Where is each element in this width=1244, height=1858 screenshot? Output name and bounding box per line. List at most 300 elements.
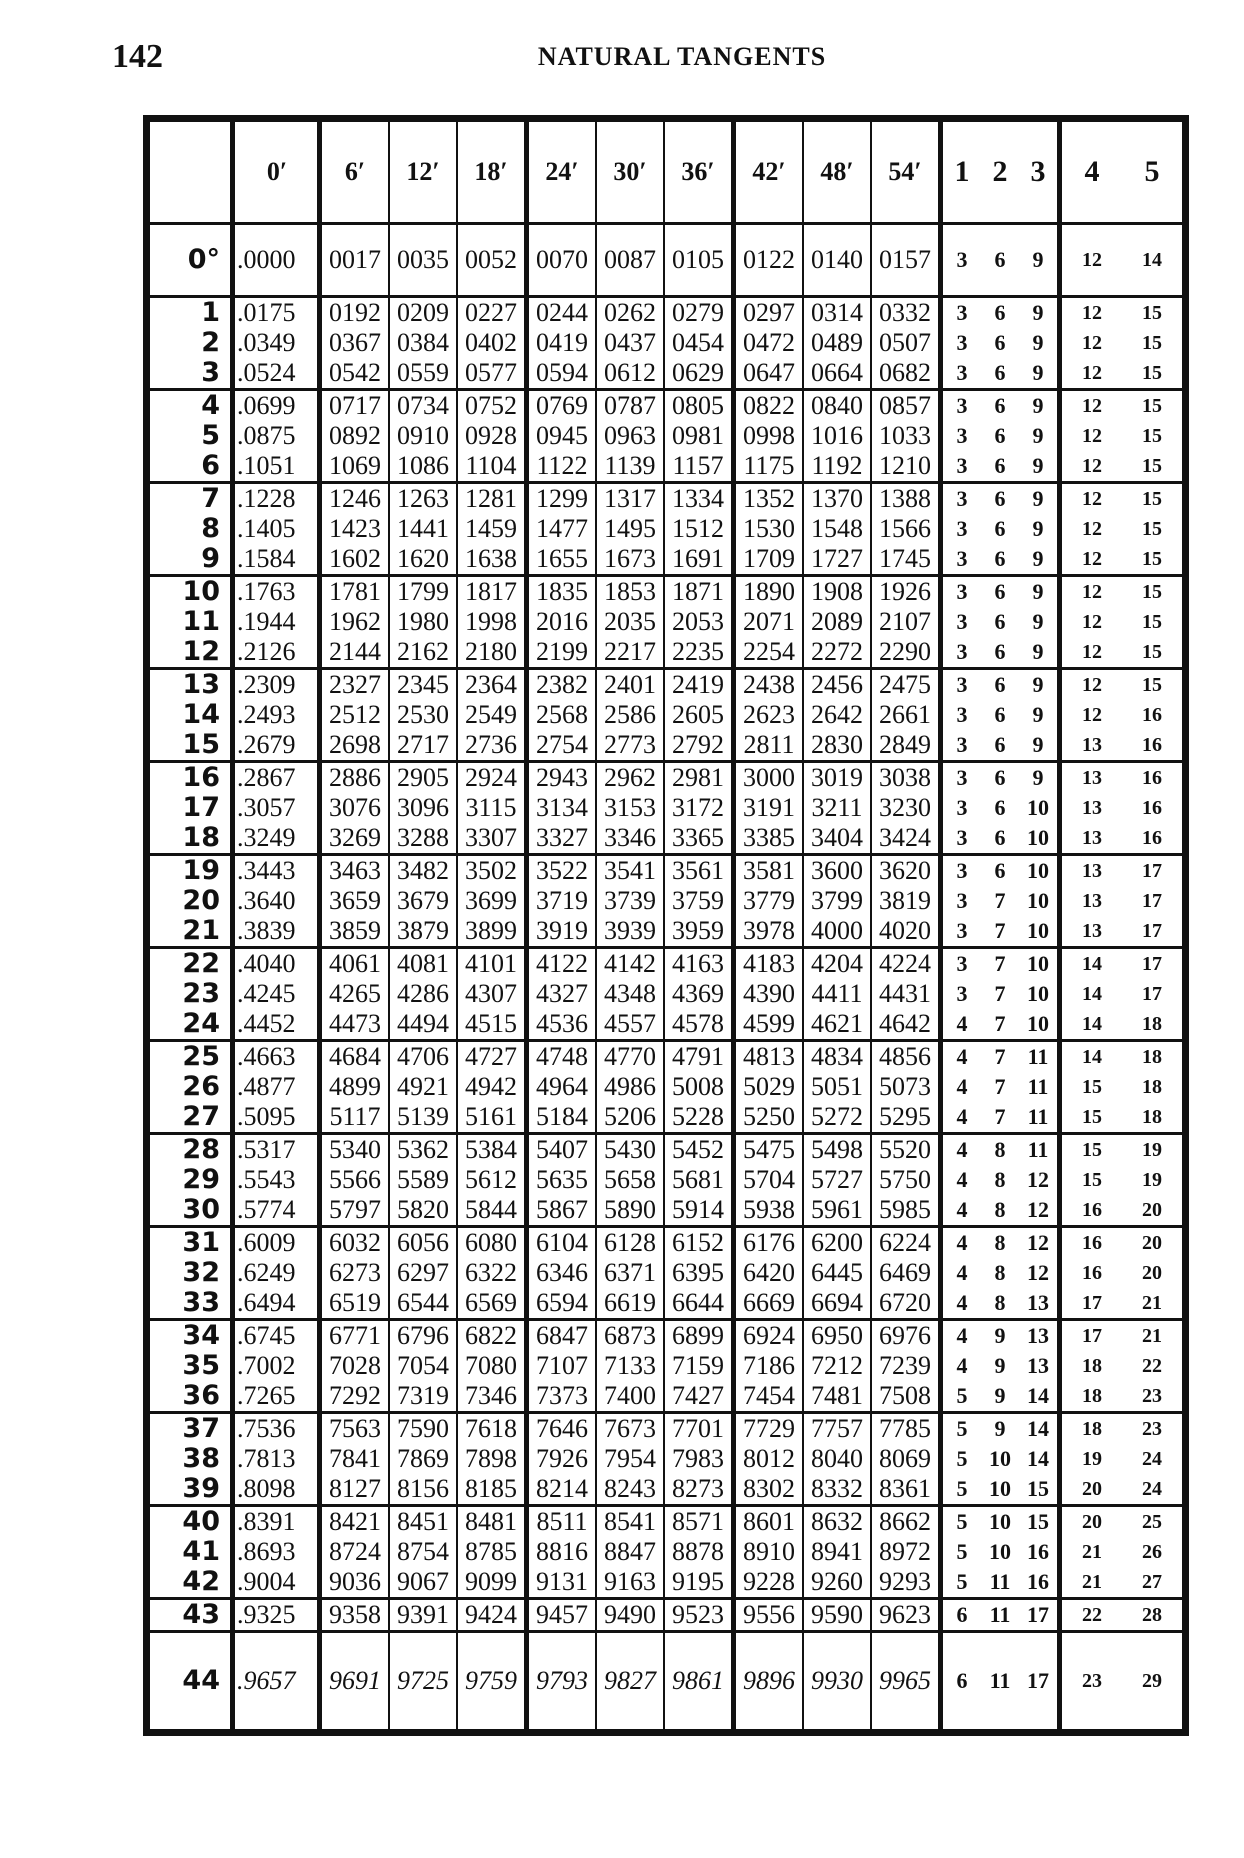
mean-difference-cell: 24 bbox=[1122, 1474, 1186, 1506]
tangent-value-cell: 9793 bbox=[527, 1632, 597, 1733]
mean-difference-cell: 12 bbox=[1060, 637, 1123, 669]
degree-cell: 28 bbox=[147, 1134, 233, 1166]
mean-difference-cell: 13 bbox=[1060, 793, 1123, 823]
mean-difference-cell: 15 bbox=[1122, 483, 1186, 515]
degree-cell: 23 bbox=[147, 979, 233, 1009]
degree-cell: 22 bbox=[147, 948, 233, 980]
tangent-value-cell: 2736 bbox=[457, 730, 527, 762]
mean-difference-cell: 16 bbox=[1122, 700, 1186, 730]
mean-difference-cell: 4 bbox=[941, 1009, 982, 1041]
mean-difference-cell: 11 bbox=[981, 1632, 1019, 1733]
tangent-value-cell: 7373 bbox=[527, 1381, 597, 1413]
tangent-value-cell: 4621 bbox=[803, 1009, 871, 1041]
tangent-value-cell: 0507 bbox=[871, 328, 941, 358]
tangent-value-cell: 6594 bbox=[527, 1288, 597, 1320]
mean-difference-cell: 13 bbox=[1060, 730, 1123, 762]
mean-difference-cell: 3 bbox=[941, 916, 982, 948]
tangent-value-cell: 5658 bbox=[596, 1165, 664, 1195]
header-minute-cell: 36′ bbox=[664, 119, 734, 224]
table-row bbox=[147, 1041, 1186, 1073]
tangent-value-cell: 0122 bbox=[734, 224, 804, 297]
tangent-value-cell: 8156 bbox=[389, 1474, 457, 1506]
mean-difference-cell: 13 bbox=[1060, 762, 1123, 794]
mean-difference-cell: 15 bbox=[1027, 1509, 1049, 1534]
tangent-value-cell: 1069 bbox=[320, 451, 390, 483]
tangent-value-cell: 9827 bbox=[596, 1632, 664, 1733]
tangent-value-cell: 2254 bbox=[734, 637, 804, 669]
tangent-value-cell: 8878 bbox=[664, 1537, 734, 1567]
tangent-value-cell: 9490 bbox=[596, 1599, 664, 1632]
tangent-value-cell: 0262 bbox=[596, 297, 664, 329]
tangent-value-cell: 3365 bbox=[664, 823, 734, 855]
tangent-value-cell: 1566 bbox=[871, 514, 941, 544]
tangent-value-cell: 5407 bbox=[527, 1134, 597, 1166]
tangent-value-cell: 9457 bbox=[527, 1599, 597, 1632]
tangent-value-cell: 5890 bbox=[596, 1195, 664, 1227]
tangent-value-cell: 3172 bbox=[664, 793, 734, 823]
tangent-value-cell: 1727 bbox=[803, 544, 871, 576]
table-row bbox=[147, 297, 1186, 329]
tangent-value-cell: 0963 bbox=[596, 421, 664, 451]
tangent-value-cell: 0910 bbox=[389, 421, 457, 451]
mean-difference-cell: 6 bbox=[994, 486, 1006, 511]
tangent-value-cell: 1908 bbox=[803, 576, 871, 608]
mean-difference-cell: 17 bbox=[1060, 1288, 1123, 1320]
mean-difference-cell: 16 bbox=[1060, 1227, 1123, 1259]
mean-difference-cell: 4 bbox=[941, 1351, 982, 1381]
degree-cell: 38 bbox=[147, 1444, 233, 1474]
tangent-value-cell: 6371 bbox=[596, 1258, 664, 1288]
header-minute-cell: 24′ bbox=[527, 119, 597, 224]
mean-difference-cell: 12 bbox=[1060, 421, 1123, 451]
degree-cell: 42 bbox=[147, 1567, 233, 1599]
mean-difference-cell: 13 bbox=[1060, 916, 1123, 948]
mean-difference-cell: 15 bbox=[1122, 328, 1186, 358]
tangent-value-cell: 0928 bbox=[457, 421, 527, 451]
tangent-value-cell: .8098 bbox=[233, 1474, 320, 1506]
tangent-value-cell: 6899 bbox=[664, 1320, 734, 1352]
mean-difference-cell: 17 bbox=[1122, 948, 1186, 980]
degree-cell: 31 bbox=[147, 1227, 233, 1259]
tangent-value-cell: 0472 bbox=[734, 328, 804, 358]
tangent-value-cell: 0437 bbox=[596, 328, 664, 358]
degree-cell: 14 bbox=[147, 700, 233, 730]
tangent-value-cell: 0734 bbox=[389, 390, 457, 422]
header-degree-cell bbox=[147, 119, 233, 224]
mean-difference-cell: 15 bbox=[1122, 421, 1186, 451]
tangent-value-cell: 4770 bbox=[596, 1041, 664, 1073]
tangent-value-cell: 3541 bbox=[596, 855, 664, 887]
mean-difference-cell: 6 bbox=[994, 795, 1006, 820]
tangent-value-cell: 7954 bbox=[596, 1444, 664, 1474]
tangent-value-cell: 9036 bbox=[320, 1567, 390, 1599]
tangent-value-cell: .2126 bbox=[233, 637, 320, 669]
mean-difference-cell: 12 bbox=[1060, 607, 1123, 637]
tangent-value-cell: 1495 bbox=[596, 514, 664, 544]
mean-difference-cell: 13 bbox=[1060, 823, 1123, 855]
tangent-value-cell: 7757 bbox=[803, 1413, 871, 1445]
tangent-value-cell: 7563 bbox=[320, 1413, 390, 1445]
tangent-value-cell: .4452 bbox=[233, 1009, 320, 1041]
tangent-value-cell: 8601 bbox=[734, 1506, 804, 1538]
mean-difference-cell: 17 bbox=[1122, 855, 1186, 887]
tangent-value-cell: 1139 bbox=[596, 451, 664, 483]
tangent-value-cell: 8847 bbox=[596, 1537, 664, 1567]
mean-difference-cell: 6 bbox=[981, 823, 1019, 855]
tangent-value-cell: 1104 bbox=[457, 451, 527, 483]
mean-difference-cell: 28 bbox=[1122, 1599, 1186, 1632]
mean-difference-cell: 20 bbox=[1060, 1474, 1123, 1506]
tangent-value-cell: 2107 bbox=[871, 607, 941, 637]
degree-cell: 6 bbox=[147, 451, 233, 483]
mean-difference-cell: 15 bbox=[1122, 576, 1186, 608]
mean-difference-cell: 5 bbox=[941, 1567, 982, 1599]
mean-difference-cell: 21 bbox=[1122, 1288, 1186, 1320]
mean-difference-cell: 23 bbox=[1060, 1632, 1123, 1733]
table-row bbox=[147, 916, 1186, 948]
degree-cell: 13 bbox=[147, 669, 233, 701]
table-row bbox=[147, 1474, 1186, 1506]
mean-difference-cell: 12 bbox=[1027, 1260, 1049, 1285]
tangent-value-cell: 5635 bbox=[527, 1165, 597, 1195]
tangent-value-cell: 3096 bbox=[389, 793, 457, 823]
tangent-value-cell: 3739 bbox=[596, 886, 664, 916]
mean-difference-cell: 16 bbox=[1060, 1258, 1123, 1288]
mean-difference-cell: 9 bbox=[1019, 637, 1060, 669]
tangent-value-cell: 7239 bbox=[871, 1351, 941, 1381]
tangent-value-cell: 3269 bbox=[320, 823, 390, 855]
degree-cell: 35 bbox=[147, 1351, 233, 1381]
tangent-value-cell: 7319 bbox=[389, 1381, 457, 1413]
tangent-value-cell: 4020 bbox=[871, 916, 941, 948]
degree-cell: 18 bbox=[147, 823, 233, 855]
tangent-value-cell: 7508 bbox=[871, 1381, 941, 1413]
tangent-value-cell: .8693 bbox=[233, 1537, 320, 1567]
mean-difference-cell: 3 bbox=[941, 544, 982, 576]
tangent-value-cell: 8012 bbox=[734, 1444, 804, 1474]
tangent-value-cell: 0857 bbox=[871, 390, 941, 422]
degree-cell: 27 bbox=[147, 1102, 233, 1134]
mean-difference-cell: 6 bbox=[981, 451, 1019, 483]
degree-cell: 10 bbox=[147, 576, 233, 608]
tangent-value-cell: 8127 bbox=[320, 1474, 390, 1506]
degree-cell: 7 bbox=[147, 483, 233, 515]
tangent-value-cell: .8391 bbox=[233, 1506, 320, 1538]
tangent-value-cell: .1944 bbox=[233, 607, 320, 637]
table-row bbox=[147, 793, 1186, 823]
tangent-value-cell: 8511 bbox=[527, 1506, 597, 1538]
tangent-value-cell: 0998 bbox=[734, 421, 804, 451]
tangent-value-cell: .5317 bbox=[233, 1134, 320, 1166]
tangent-value-cell: 3719 bbox=[527, 886, 597, 916]
tangent-value-cell: 7841 bbox=[320, 1444, 390, 1474]
mean-difference-cell: 12 bbox=[1060, 328, 1123, 358]
tangent-value-cell: 6469 bbox=[871, 1258, 941, 1288]
mean-difference-cell: 9 bbox=[1019, 358, 1060, 390]
tangent-value-cell: 2792 bbox=[664, 730, 734, 762]
mean-difference-cell: 3 bbox=[941, 979, 982, 1009]
tangent-value-cell: 8273 bbox=[664, 1474, 734, 1506]
mean-difference-cell: 3 bbox=[941, 358, 982, 390]
tangent-value-cell: 4899 bbox=[320, 1072, 390, 1102]
tangent-value-cell: 6519 bbox=[320, 1288, 390, 1320]
tangent-table-frame bbox=[143, 115, 1162, 1835]
table-row bbox=[147, 358, 1186, 390]
mean-difference-cell: 14 bbox=[1027, 1416, 1049, 1441]
mean-difference-cell: 12 bbox=[1060, 483, 1123, 515]
tangent-value-cell: 4000 bbox=[803, 916, 871, 948]
tangent-value-cell: 7054 bbox=[389, 1351, 457, 1381]
mean-difference-cell: 12 bbox=[1060, 358, 1123, 390]
tangent-value-cell: 9725 bbox=[389, 1632, 457, 1733]
tangent-value-cell: .3249 bbox=[233, 823, 320, 855]
table-row bbox=[147, 390, 1186, 422]
tangent-value-cell: .3057 bbox=[233, 793, 320, 823]
tangent-value-cell: .1051 bbox=[233, 451, 320, 483]
header-difference-cell: 5 bbox=[1122, 119, 1186, 224]
tangent-value-cell: 1602 bbox=[320, 544, 390, 576]
tangent-value-cell: 6297 bbox=[389, 1258, 457, 1288]
tangent-value-cell: 0157 bbox=[871, 224, 941, 297]
tangent-value-cell: 7346 bbox=[457, 1381, 527, 1413]
table-row bbox=[147, 855, 1186, 887]
tangent-value-cell: 0981 bbox=[664, 421, 734, 451]
mean-difference-cell: 13 bbox=[1060, 886, 1123, 916]
mean-difference-cell: 10 bbox=[989, 1446, 1011, 1471]
tangent-value-cell: 8972 bbox=[871, 1537, 941, 1567]
tangent-value-cell: 2327 bbox=[320, 669, 390, 701]
tangent-value-cell: 7186 bbox=[734, 1351, 804, 1381]
tangent-value-cell: 7869 bbox=[389, 1444, 457, 1474]
mean-difference-cell: 7 bbox=[994, 1044, 1006, 1069]
page-title: NATURAL TANGENTS bbox=[537, 42, 827, 71]
tangent-value-cell: 0489 bbox=[803, 328, 871, 358]
degree-cell: 12 bbox=[147, 637, 233, 669]
tangent-value-cell: 3939 bbox=[596, 916, 664, 948]
mean-difference-cell: 6 bbox=[941, 1632, 982, 1733]
mean-difference-cell: 4 bbox=[941, 1320, 982, 1352]
tangent-value-cell: 9067 bbox=[389, 1567, 457, 1599]
mean-difference-cell: 7 bbox=[981, 916, 1019, 948]
mean-difference-cell: 6 bbox=[994, 300, 1006, 325]
mean-difference-cell: 3 bbox=[941, 297, 982, 329]
tangent-value-cell: .4040 bbox=[233, 948, 320, 980]
tangent-value-cell: 2419 bbox=[664, 669, 734, 701]
tangent-value-cell: 0682 bbox=[871, 358, 941, 390]
tangent-value-cell: 3115 bbox=[457, 793, 527, 823]
mean-difference-cell: 10 bbox=[989, 1509, 1011, 1534]
mean-difference-cell: 15 bbox=[1060, 1102, 1123, 1134]
tangent-value-cell: 4081 bbox=[389, 948, 457, 980]
tangent-value-cell: 7785 bbox=[871, 1413, 941, 1445]
tangent-value-cell: 7646 bbox=[527, 1413, 597, 1445]
mean-difference-cell: 21 bbox=[1060, 1567, 1123, 1599]
tangent-value-cell: 4204 bbox=[803, 948, 871, 980]
tangent-value-cell: 8571 bbox=[664, 1506, 734, 1538]
mean-difference-cell: 15 bbox=[1122, 451, 1186, 483]
tangent-value-cell: .3640 bbox=[233, 886, 320, 916]
mean-difference-cell: 18 bbox=[1122, 1041, 1186, 1073]
mean-difference-cell: 10 bbox=[1027, 888, 1049, 913]
tangent-value-cell: 5452 bbox=[664, 1134, 734, 1166]
mean-difference-cell: 15 bbox=[1122, 514, 1186, 544]
mean-difference-cell: 19 bbox=[1122, 1134, 1186, 1166]
tangent-value-cell: 5295 bbox=[871, 1102, 941, 1134]
tangent-value-cell: 3019 bbox=[803, 762, 871, 794]
tangent-value-cell: 3978 bbox=[734, 916, 804, 948]
tangent-value-cell: 8754 bbox=[389, 1537, 457, 1567]
tangent-value-cell: 2071 bbox=[734, 607, 804, 637]
mean-difference-cell: 15 bbox=[1122, 297, 1186, 329]
tangent-value-cell: 5914 bbox=[664, 1195, 734, 1227]
mean-difference-cell: 3 bbox=[941, 855, 982, 887]
tangent-value-cell: 5938 bbox=[734, 1195, 804, 1227]
mean-difference-cell: 24 bbox=[1122, 1444, 1186, 1474]
degree-cell: 36 bbox=[147, 1381, 233, 1413]
tangent-value-cell: 5727 bbox=[803, 1165, 871, 1195]
tangent-value-cell: 2698 bbox=[320, 730, 390, 762]
tangent-value-cell: .7265 bbox=[233, 1381, 320, 1413]
tangent-value-cell: 4578 bbox=[664, 1009, 734, 1041]
tangent-value-cell: 3779 bbox=[734, 886, 804, 916]
tangent-value-cell: 8481 bbox=[457, 1506, 527, 1538]
tangent-value-cell: .1763 bbox=[233, 576, 320, 608]
tangent-value-cell: 4307 bbox=[457, 979, 527, 1009]
tangent-value-cell: 4348 bbox=[596, 979, 664, 1009]
table-row bbox=[147, 224, 1186, 297]
tangent-value-cell: 9099 bbox=[457, 1567, 527, 1599]
tangent-value-cell: 0402 bbox=[457, 328, 527, 358]
tangent-value-cell: 4163 bbox=[664, 948, 734, 980]
tangent-value-cell: 8069 bbox=[871, 1444, 941, 1474]
mean-difference-cell: 12 bbox=[1060, 576, 1123, 608]
tangent-value-cell: 3699 bbox=[457, 886, 527, 916]
page-number: 142 bbox=[112, 38, 163, 75]
mean-difference-cell: 9 bbox=[1032, 609, 1044, 634]
degree-cell: 30 bbox=[147, 1195, 233, 1227]
mean-difference-cell: 9 bbox=[994, 1353, 1006, 1378]
tangent-value-cell: 2217 bbox=[596, 637, 664, 669]
mean-difference-cell: 8 bbox=[981, 1288, 1019, 1320]
tangent-value-cell: 2830 bbox=[803, 730, 871, 762]
degree-cell: 32 bbox=[147, 1258, 233, 1288]
tangent-value-cell: 0542 bbox=[320, 358, 390, 390]
mean-difference-cell: 8 bbox=[994, 1137, 1006, 1162]
tangent-value-cell: 1620 bbox=[389, 544, 457, 576]
tangent-value-cell: 0332 bbox=[871, 297, 941, 329]
tangent-value-cell: 0664 bbox=[803, 358, 871, 390]
tangent-value-cell: 1477 bbox=[527, 514, 597, 544]
tangent-value-cell: 1192 bbox=[803, 451, 871, 483]
mean-difference-cell: 17 bbox=[1060, 1320, 1123, 1352]
mean-difference-cell: 12 bbox=[1060, 669, 1123, 701]
tangent-value-cell: 5384 bbox=[457, 1134, 527, 1166]
tangent-value-cell: 2144 bbox=[320, 637, 390, 669]
mean-difference-cell: 29 bbox=[1122, 1632, 1186, 1733]
tangent-value-cell: 1871 bbox=[664, 576, 734, 608]
tangent-value-cell: .4663 bbox=[233, 1041, 320, 1073]
tangent-value-cell: 7028 bbox=[320, 1351, 390, 1381]
tangent-value-cell: 5340 bbox=[320, 1134, 390, 1166]
tangent-value-cell: 5750 bbox=[871, 1165, 941, 1195]
tangent-value-cell: 2180 bbox=[457, 637, 527, 669]
mean-difference-cell: 4 bbox=[941, 1258, 982, 1288]
tangent-value-cell: 7673 bbox=[596, 1413, 664, 1445]
tangent-value-cell: 3799 bbox=[803, 886, 871, 916]
tangent-value-cell: 1157 bbox=[664, 451, 734, 483]
tangent-value-cell: 3076 bbox=[320, 793, 390, 823]
mean-difference-cell: 4 bbox=[941, 1102, 982, 1134]
tangent-value-cell: 9861 bbox=[664, 1632, 734, 1733]
tangent-value-cell: 3424 bbox=[871, 823, 941, 855]
tangent-value-cell: 9965 bbox=[871, 1632, 941, 1733]
tangent-value-cell: 4224 bbox=[871, 948, 941, 980]
table-row bbox=[147, 1009, 1186, 1041]
tangent-value-cell: 1334 bbox=[664, 483, 734, 515]
tangent-value-cell: 2290 bbox=[871, 637, 941, 669]
tangent-value-cell: 8662 bbox=[871, 1506, 941, 1538]
table-row bbox=[147, 1537, 1186, 1567]
mean-difference-cell: 8 bbox=[994, 1260, 1006, 1285]
tangent-value-cell: 9424 bbox=[457, 1599, 527, 1632]
tangent-value-cell: 1210 bbox=[871, 451, 941, 483]
mean-difference-cell: 6 bbox=[994, 423, 1006, 448]
tangent-value-cell: 7590 bbox=[389, 1413, 457, 1445]
table-row bbox=[147, 483, 1186, 515]
tangent-value-cell: 5704 bbox=[734, 1165, 804, 1195]
tangent-value-cell: 4813 bbox=[734, 1041, 804, 1073]
degree-cell: 17 bbox=[147, 793, 233, 823]
tangent-value-cell: 0314 bbox=[803, 297, 871, 329]
mean-difference-cell: 11 bbox=[1027, 1137, 1049, 1162]
mean-difference-cell: 16 bbox=[1019, 1567, 1060, 1599]
tangent-value-cell: 2089 bbox=[803, 607, 871, 637]
mean-difference-cell: 5 bbox=[941, 1413, 982, 1445]
mean-difference-cell: 14 bbox=[1060, 948, 1123, 980]
mean-difference-cell: 15 bbox=[1122, 390, 1186, 422]
tangent-value-cell: 2586 bbox=[596, 700, 664, 730]
mean-difference-cell: 13 bbox=[1027, 1323, 1049, 1348]
tangent-value-cell: .2493 bbox=[233, 700, 320, 730]
mean-difference-cell: 5 bbox=[941, 1537, 982, 1567]
mean-difference-cell: 10 bbox=[989, 1539, 1011, 1564]
tangent-value-cell: .6009 bbox=[233, 1227, 320, 1259]
tangent-value-cell: 6669 bbox=[734, 1288, 804, 1320]
mean-difference-cell: 6 bbox=[994, 579, 1006, 604]
tangent-value-cell: 5430 bbox=[596, 1134, 664, 1166]
tangent-value-cell: 2456 bbox=[803, 669, 871, 701]
mean-difference-cell: 10 bbox=[1019, 823, 1060, 855]
tangent-value-cell: 5844 bbox=[457, 1195, 527, 1227]
degree-cell: 40 bbox=[147, 1506, 233, 1538]
mean-difference-cell: 15 bbox=[1122, 607, 1186, 637]
mean-difference-cell: 18 bbox=[1122, 1009, 1186, 1041]
tangent-value-cell: 1548 bbox=[803, 514, 871, 544]
tangent-value-cell: 2568 bbox=[527, 700, 597, 730]
mean-difference-cell: 9 bbox=[1032, 516, 1044, 541]
tangent-value-cell: 9260 bbox=[803, 1567, 871, 1599]
mean-difference-cell: 17 bbox=[1122, 979, 1186, 1009]
tangent-value-cell: 0017 bbox=[320, 224, 390, 297]
mean-difference-cell: 4 bbox=[941, 1288, 982, 1320]
tangent-value-cell: 8040 bbox=[803, 1444, 871, 1474]
tangent-value-cell: 3153 bbox=[596, 793, 664, 823]
table-row bbox=[147, 1165, 1186, 1195]
tangent-value-cell: 4599 bbox=[734, 1009, 804, 1041]
table-row bbox=[147, 576, 1186, 608]
table-row bbox=[147, 544, 1186, 576]
tangent-value-cell: 6619 bbox=[596, 1288, 664, 1320]
